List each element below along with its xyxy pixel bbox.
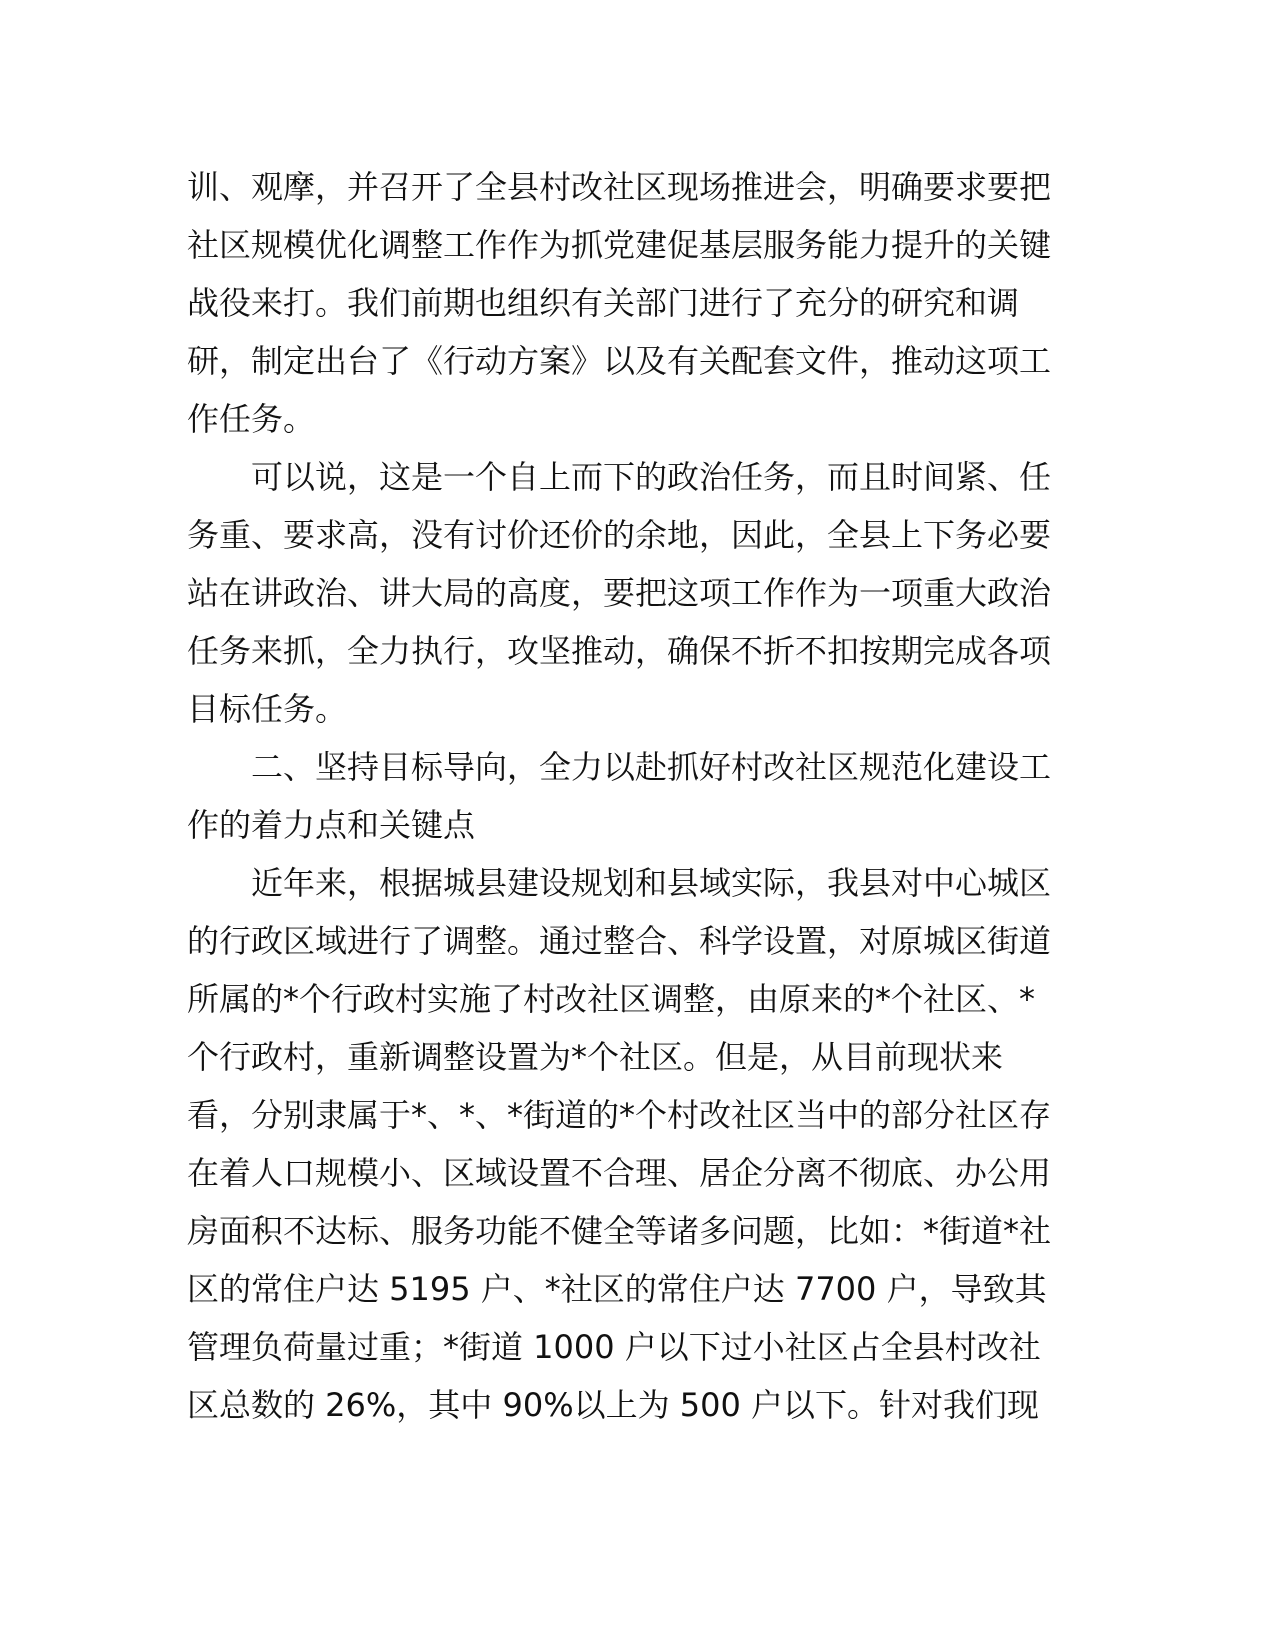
text-line: 所属的*个行政村实施了村改社区调整，由原来的*个社区、* xyxy=(187,980,1036,1018)
paragraph-2 xyxy=(187,448,1087,738)
text-line: 区的常住户达 5195 户、*社区的常住户达 7700 户，导致其 xyxy=(187,1270,1047,1308)
heading-line: 二、坚持目标导向，全力以赴抓好村改社区规范化建设工 xyxy=(251,748,1052,786)
text-line: 看，分别隶属于*、*、*街道的*个村改社区当中的部分社区存 xyxy=(187,1096,1052,1134)
text-line: 站在讲政治、讲大局的高度，要把这项工作作为一项重大政治 xyxy=(187,574,1052,612)
text-line: 战役来打。我们前期也组织有关部门进行了充分的研究和调 xyxy=(187,284,1020,322)
text-line: 研，制定出台了《行动方案》以及有关配套文件，推动这项工 xyxy=(187,342,1052,380)
text-line: 务重、要求高，没有讨价还价的余地，因此，全县上下务必要 xyxy=(187,516,1052,554)
text-line: 房面积不达标、服务功能不健全等诸多问题，比如：*街道*社 xyxy=(187,1212,1052,1250)
heading-line: 作的着力点和关键点 xyxy=(187,806,476,844)
text-line: 目标任务。 xyxy=(187,690,348,728)
text-line: 可以说，这是一个自上而下的政治任务，而且时间紧、任 xyxy=(251,458,1052,496)
text-line: 作任务。 xyxy=(187,400,316,438)
text-line: 在着人口规模小、区域设置不合理、居企分离不彻底、办公用 xyxy=(187,1154,1052,1192)
section-heading-2 xyxy=(187,738,1087,854)
paragraph-3 xyxy=(187,854,1087,1434)
text-line: 的行政区域进行了调整。通过整合、科学设置，对原城区街道 xyxy=(187,922,1052,960)
text-line: 管理负荷量过重；*街道 1000 户以下过小社区占全县村改社 xyxy=(187,1328,1041,1366)
document-body xyxy=(187,158,1087,1434)
text-line: 社区规模优化调整工作作为抓党建促基层服务能力提升的关键 xyxy=(187,226,1052,264)
text-line: 任务来抓，全力执行，攻坚推动，确保不折不扣按期完成各项 xyxy=(187,632,1052,670)
text-line: 个行政村，重新调整设置为*个社区。但是，从目前现状来 xyxy=(187,1038,1004,1076)
text-line: 训、观摩，并召开了全县村改社区现场推进会，明确要求要把 xyxy=(187,168,1052,206)
text-line: 近年来，根据城县建设规划和县域实际，我县对中心城区 xyxy=(251,864,1052,902)
paragraph-1 xyxy=(187,158,1087,448)
text-line: 区总数的 26%，其中 90%以上为 500 户以下。针对我们现 xyxy=(187,1386,1040,1424)
